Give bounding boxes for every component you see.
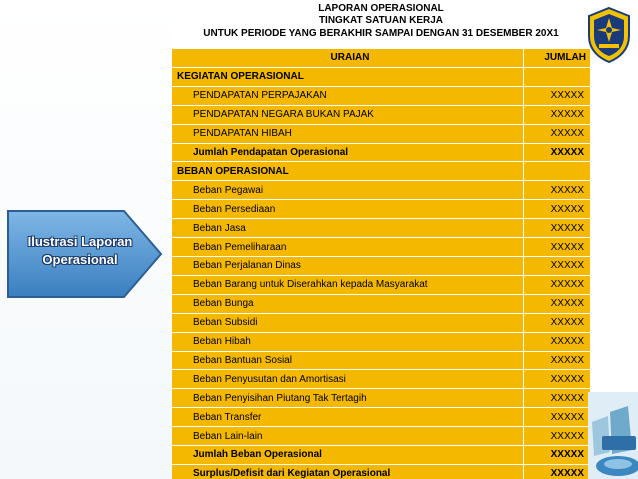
- table-row: [172, 105, 590, 124]
- row-value: XXXXX: [524, 124, 591, 143]
- row-value: XXXXX: [524, 294, 591, 313]
- callout-line1: Ilustrasi Laporan: [27, 234, 133, 249]
- table-row: [172, 313, 590, 332]
- row-value: XXXXX: [524, 200, 591, 219]
- row-label: PENDAPATAN HIBAH: [172, 124, 524, 143]
- row-value: XXXXX: [524, 238, 591, 257]
- table-row: [172, 351, 590, 370]
- row-label: Beban Persediaan: [172, 200, 524, 219]
- callout-label: [6, 233, 154, 269]
- row-value: XXXXX: [524, 370, 591, 389]
- table-row: [172, 124, 590, 143]
- row-value: XXXXX: [524, 313, 591, 332]
- table-row: [172, 181, 590, 200]
- table-row: [172, 370, 590, 389]
- table-row: [172, 275, 590, 294]
- row-label: Beban Perjalanan Dinas: [172, 256, 524, 275]
- row-value: XXXXX: [524, 351, 591, 370]
- total-row-beban: [172, 446, 590, 465]
- total-row-pendapatan: [172, 143, 590, 162]
- total-value: XXXXX: [524, 446, 591, 465]
- section-row-operasional: [172, 67, 590, 86]
- row-label: Beban Barang untuk Diserahkan kepada Masyarakat: [172, 275, 524, 294]
- table-row: [172, 86, 590, 105]
- row-value: XXXXX: [524, 408, 591, 427]
- table-row: [172, 408, 590, 427]
- table-row: [172, 219, 590, 238]
- ministry-logo-icon: [583, 4, 635, 64]
- section-label: BEBAN OPERASIONAL: [172, 162, 524, 181]
- table-row: [172, 256, 590, 275]
- row-label: Beban Penyusutan dan Amortisasi: [172, 370, 524, 389]
- row-label: Beban Transfer: [172, 408, 524, 427]
- row-label: Beban Bunga: [172, 294, 524, 313]
- row-value: XXXXX: [524, 219, 591, 238]
- surplus-row: [172, 464, 590, 479]
- row-label: Beban Bantuan Sosial: [172, 351, 524, 370]
- report-table: [172, 49, 590, 479]
- table-row: [172, 332, 590, 351]
- surplus-value: XXXXX: [524, 464, 591, 479]
- table-row: [172, 294, 590, 313]
- row-label: Beban Jasa: [172, 219, 524, 238]
- row-value: XXXXX: [524, 275, 591, 294]
- table-row: [172, 238, 590, 257]
- total-value: XXXXX: [524, 143, 591, 162]
- row-value: XXXXX: [524, 181, 591, 200]
- column-header-uraian: URAIAN: [172, 49, 524, 67]
- column-header-jumlah: JUMLAH: [524, 49, 591, 67]
- row-value: XXXXX: [524, 389, 591, 408]
- table-header-row: [172, 49, 590, 67]
- total-label: Jumlah Pendapatan Operasional: [172, 143, 524, 162]
- row-label: PENDAPATAN NEGARA BUKAN PAJAK: [172, 105, 524, 124]
- table-row: [172, 200, 590, 219]
- row-value: XXXXX: [524, 105, 591, 124]
- section-row-beban: [172, 162, 590, 181]
- surplus-label: Surplus/Defisit dari Kegiatan Operasional: [172, 464, 524, 479]
- total-label: Jumlah Beban Operasional: [172, 446, 524, 465]
- row-value: XXXXX: [524, 256, 591, 275]
- row-label: Beban Pegawai: [172, 181, 524, 200]
- section-value: [524, 162, 591, 181]
- section-value: [524, 67, 591, 86]
- row-value: XXXXX: [524, 427, 591, 446]
- report-header: [172, 3, 590, 40]
- operational-report-table: [172, 49, 590, 479]
- report-period: UNTUK PERIODE YANG BERAKHIR SAMPAI DENGAN 31 DESEMBER 20X1: [203, 28, 559, 39]
- table-row: [172, 427, 590, 446]
- row-value: XXXXX: [524, 332, 591, 351]
- row-label: Beban Hibah: [172, 332, 524, 351]
- row-label: PENDAPATAN PERPAJAKAN: [172, 86, 524, 105]
- section-label: KEGIATAN OPERASIONAL: [172, 67, 524, 86]
- row-label: Beban Penyisihan Piutang Tak Tertagih: [172, 389, 524, 408]
- report-title: LAPORAN OPERASIONAL: [318, 3, 444, 14]
- report-level: TINGKAT SATUAN KERJA: [318, 15, 444, 26]
- row-label: Beban Lain-lain: [172, 427, 524, 446]
- row-value: XXXXX: [524, 86, 591, 105]
- corner-decoration-icon: [588, 392, 638, 479]
- table-row: [172, 389, 590, 408]
- row-label: Beban Pemeliharaan: [172, 238, 524, 257]
- row-label: Beban Subsidi: [172, 313, 524, 332]
- callout-line2: Operasional: [42, 252, 118, 267]
